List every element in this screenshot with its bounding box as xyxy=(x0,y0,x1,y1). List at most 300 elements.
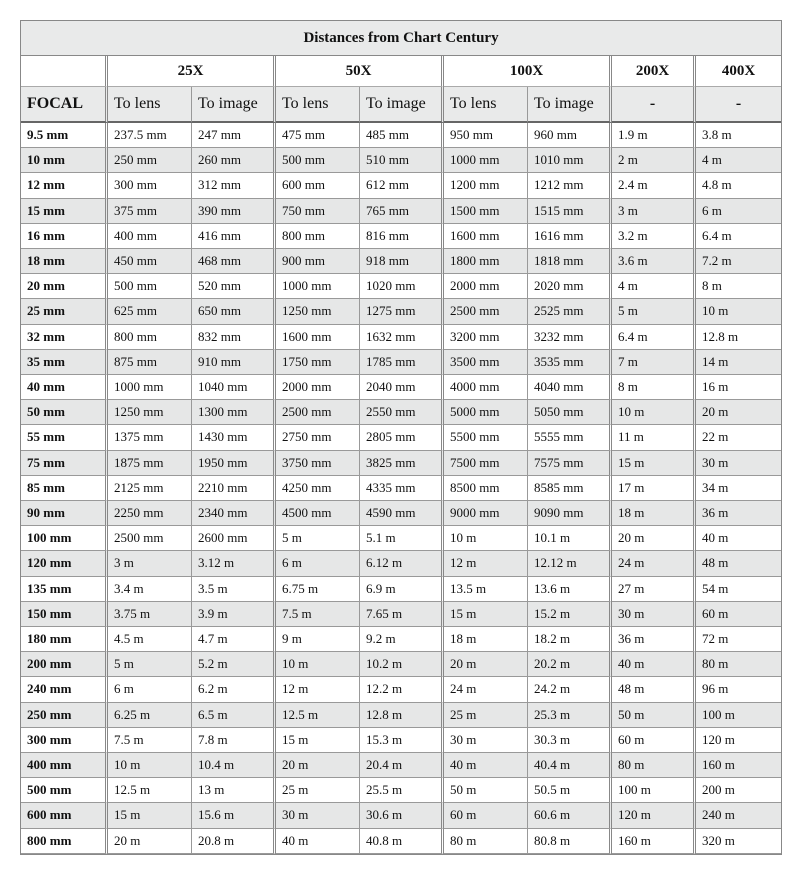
sub-header-100x-to-image: To image xyxy=(528,87,612,123)
distance-cell-400x: 22 m xyxy=(696,425,781,450)
table-row xyxy=(21,577,781,602)
distance-cell-100x-to-lens: 7500 mm xyxy=(444,451,528,476)
distance-cell-50x-to-lens: 2750 mm xyxy=(276,425,360,450)
magnification-header-row xyxy=(21,56,781,87)
distance-cell-50x-to-lens: 7.5 m xyxy=(276,602,360,627)
focal-length-cell: 180 mm xyxy=(21,627,108,652)
distance-cell-50x-to-lens: 600 mm xyxy=(276,173,360,198)
distance-cell-100x-to-image: 60.6 m xyxy=(528,803,612,828)
distance-cell-200x: 3 m xyxy=(612,199,696,224)
distance-cell-100x-to-lens: 1500 mm xyxy=(444,199,528,224)
distance-cell-25x-to-image: 468 mm xyxy=(192,249,276,274)
distance-cell-50x-to-image: 510 mm xyxy=(360,148,444,173)
distance-cell-25x-to-image: 13 m xyxy=(192,778,276,803)
distance-cell-25x-to-lens: 375 mm xyxy=(108,199,192,224)
distance-cell-50x-to-lens: 750 mm xyxy=(276,199,360,224)
distance-cell-100x-to-image: 2020 mm xyxy=(528,274,612,299)
distance-cell-100x-to-image: 8585 mm xyxy=(528,476,612,501)
distance-cell-100x-to-image: 18.2 m xyxy=(528,627,612,652)
distance-cell-200x: 48 m xyxy=(612,677,696,702)
distance-cell-400x: 4 m xyxy=(696,148,781,173)
distance-cell-50x-to-lens: 5 m xyxy=(276,526,360,551)
distance-cell-100x-to-image: 13.6 m xyxy=(528,577,612,602)
distance-cell-25x-to-lens: 3.4 m xyxy=(108,577,192,602)
focal-length-cell: 18 mm xyxy=(21,249,108,274)
distance-cell-400x: 7.2 m xyxy=(696,249,781,274)
distance-cell-200x: 11 m xyxy=(612,425,696,450)
distance-cell-100x-to-lens: 25 m xyxy=(444,703,528,728)
distance-cell-200x: 24 m xyxy=(612,551,696,576)
focal-length-cell: 55 mm xyxy=(21,425,108,450)
table-row xyxy=(21,803,781,828)
distance-cell-100x-to-lens: 1600 mm xyxy=(444,224,528,249)
distance-cell-100x-to-lens: 18 m xyxy=(444,627,528,652)
distance-cell-25x-to-lens: 20 m xyxy=(108,829,192,854)
distance-cell-50x-to-image: 30.6 m xyxy=(360,803,444,828)
distance-cell-400x: 40 m xyxy=(696,526,781,551)
distance-cell-100x-to-lens: 950 mm xyxy=(444,123,528,148)
distance-cell-400x: 160 m xyxy=(696,753,781,778)
distance-cell-50x-to-image: 6.9 m xyxy=(360,577,444,602)
table-row xyxy=(21,299,781,324)
distance-cell-200x: 15 m xyxy=(612,451,696,476)
distance-cell-50x-to-image: 485 mm xyxy=(360,123,444,148)
distance-cell-50x-to-lens: 1000 mm xyxy=(276,274,360,299)
distance-cell-200x: 2.4 m xyxy=(612,173,696,198)
distance-cell-50x-to-image: 816 mm xyxy=(360,224,444,249)
distance-cell-200x: 10 m xyxy=(612,400,696,425)
distance-cell-200x: 160 m xyxy=(612,829,696,854)
distance-cell-25x-to-lens: 2500 mm xyxy=(108,526,192,551)
distance-cell-50x-to-image: 40.8 m xyxy=(360,829,444,854)
distance-cell-25x-to-lens: 800 mm xyxy=(108,325,192,350)
distance-cell-50x-to-image: 2550 mm xyxy=(360,400,444,425)
focal-length-cell: 600 mm xyxy=(21,803,108,828)
distance-cell-50x-to-lens: 4250 mm xyxy=(276,476,360,501)
focal-length-cell: 500 mm xyxy=(21,778,108,803)
distance-cell-100x-to-image: 5050 mm xyxy=(528,400,612,425)
distance-cell-400x: 6 m xyxy=(696,199,781,224)
distance-cell-400x: 200 m xyxy=(696,778,781,803)
distance-cell-25x-to-lens: 625 mm xyxy=(108,299,192,324)
title-row xyxy=(21,21,781,56)
distance-cell-25x-to-image: 416 mm xyxy=(192,224,276,249)
distance-cell-400x: 80 m xyxy=(696,652,781,677)
focal-length-cell: 800 mm xyxy=(21,829,108,854)
distance-cell-100x-to-image: 1212 mm xyxy=(528,173,612,198)
table-row xyxy=(21,325,781,350)
distance-cell-200x: 1.9 m xyxy=(612,123,696,148)
focal-length-cell: 35 mm xyxy=(21,350,108,375)
distance-cell-25x-to-lens: 10 m xyxy=(108,753,192,778)
distance-cell-400x: 320 m xyxy=(696,829,781,854)
table-row xyxy=(21,148,781,173)
distance-cell-25x-to-image: 7.8 m xyxy=(192,728,276,753)
table-row xyxy=(21,249,781,274)
focal-length-cell: 75 mm xyxy=(21,451,108,476)
distance-cell-25x-to-image: 10.4 m xyxy=(192,753,276,778)
distance-cell-25x-to-image: 650 mm xyxy=(192,299,276,324)
distance-cell-25x-to-image: 20.8 m xyxy=(192,829,276,854)
group-header-50x: 50X xyxy=(276,56,444,87)
distance-cell-100x-to-image: 1010 mm xyxy=(528,148,612,173)
distance-cell-50x-to-image: 1785 mm xyxy=(360,350,444,375)
distance-cell-200x: 60 m xyxy=(612,728,696,753)
distance-cell-200x: 8 m xyxy=(612,375,696,400)
distance-cell-50x-to-image: 9.2 m xyxy=(360,627,444,652)
distance-cell-100x-to-lens: 1000 mm xyxy=(444,148,528,173)
distance-cell-200x: 18 m xyxy=(612,501,696,526)
distance-cell-100x-to-image: 3535 mm xyxy=(528,350,612,375)
sub-header-25x-to-image: To image xyxy=(192,87,276,123)
distance-cell-100x-to-image: 7575 mm xyxy=(528,451,612,476)
distance-cell-50x-to-image: 20.4 m xyxy=(360,753,444,778)
distance-cell-200x: 5 m xyxy=(612,299,696,324)
distance-cell-50x-to-lens: 2000 mm xyxy=(276,375,360,400)
focal-length-cell: 100 mm xyxy=(21,526,108,551)
distance-cell-25x-to-lens: 300 mm xyxy=(108,173,192,198)
distance-cell-25x-to-lens: 3.75 m xyxy=(108,602,192,627)
distance-cell-50x-to-image: 3825 mm xyxy=(360,451,444,476)
distance-cell-100x-to-lens: 15 m xyxy=(444,602,528,627)
distance-cell-25x-to-image: 3.9 m xyxy=(192,602,276,627)
distance-cell-100x-to-lens: 40 m xyxy=(444,753,528,778)
table-row xyxy=(21,652,781,677)
distance-cell-100x-to-lens: 2500 mm xyxy=(444,299,528,324)
distance-cell-50x-to-image: 5.1 m xyxy=(360,526,444,551)
distance-cell-400x: 4.8 m xyxy=(696,173,781,198)
focal-length-cell: 40 mm xyxy=(21,375,108,400)
distance-cell-50x-to-image: 1275 mm xyxy=(360,299,444,324)
distance-cell-50x-to-image: 918 mm xyxy=(360,249,444,274)
distance-cell-50x-to-lens: 30 m xyxy=(276,803,360,828)
table-row xyxy=(21,375,781,400)
table-row xyxy=(21,274,781,299)
distance-cell-400x: 48 m xyxy=(696,551,781,576)
distance-cell-25x-to-image: 4.7 m xyxy=(192,627,276,652)
distance-cell-400x: 60 m xyxy=(696,602,781,627)
distance-cell-100x-to-image: 5555 mm xyxy=(528,425,612,450)
distance-cell-25x-to-image: 910 mm xyxy=(192,350,276,375)
distance-cell-50x-to-image: 765 mm xyxy=(360,199,444,224)
distance-cell-50x-to-image: 612 mm xyxy=(360,173,444,198)
distance-cell-100x-to-lens: 9000 mm xyxy=(444,501,528,526)
distance-cell-25x-to-lens: 2125 mm xyxy=(108,476,192,501)
distance-cell-100x-to-image: 12.12 m xyxy=(528,551,612,576)
distance-cell-100x-to-lens: 1800 mm xyxy=(444,249,528,274)
distance-cell-25x-to-image: 520 mm xyxy=(192,274,276,299)
distance-cell-100x-to-lens: 10 m xyxy=(444,526,528,551)
distance-cell-50x-to-lens: 12.5 m xyxy=(276,703,360,728)
distance-cell-100x-to-image: 30.3 m xyxy=(528,728,612,753)
distance-cell-50x-to-image: 12.8 m xyxy=(360,703,444,728)
table-row xyxy=(21,627,781,652)
distance-cell-25x-to-lens: 1875 mm xyxy=(108,451,192,476)
distance-cell-25x-to-lens: 6.25 m xyxy=(108,703,192,728)
distance-cell-200x: 17 m xyxy=(612,476,696,501)
distance-cell-50x-to-image: 7.65 m xyxy=(360,602,444,627)
distance-cell-50x-to-lens: 1250 mm xyxy=(276,299,360,324)
distance-cell-25x-to-lens: 237.5 mm xyxy=(108,123,192,148)
distance-cell-100x-to-lens: 3200 mm xyxy=(444,325,528,350)
sub-header-400x: - xyxy=(696,87,781,123)
distance-cell-50x-to-image: 4590 mm xyxy=(360,501,444,526)
distance-cell-100x-to-image: 25.3 m xyxy=(528,703,612,728)
distance-cell-50x-to-image: 15.3 m xyxy=(360,728,444,753)
table-row xyxy=(21,703,781,728)
distance-cell-50x-to-lens: 15 m xyxy=(276,728,360,753)
distance-cell-25x-to-lens: 5 m xyxy=(108,652,192,677)
distance-cell-200x: 4 m xyxy=(612,274,696,299)
distance-cell-400x: 8 m xyxy=(696,274,781,299)
distance-cell-100x-to-lens: 60 m xyxy=(444,803,528,828)
distance-cell-50x-to-image: 6.12 m xyxy=(360,551,444,576)
focal-length-cell: 90 mm xyxy=(21,501,108,526)
distance-cell-25x-to-lens: 2250 mm xyxy=(108,501,192,526)
distance-table xyxy=(20,20,782,855)
distance-cell-25x-to-image: 2210 mm xyxy=(192,476,276,501)
distance-cell-50x-to-lens: 1600 mm xyxy=(276,325,360,350)
focal-length-cell: 16 mm xyxy=(21,224,108,249)
distance-cell-100x-to-lens: 3500 mm xyxy=(444,350,528,375)
distance-cell-25x-to-lens: 12.5 m xyxy=(108,778,192,803)
distance-cell-200x: 20 m xyxy=(612,526,696,551)
distance-cell-200x: 120 m xyxy=(612,803,696,828)
distance-cell-50x-to-lens: 4500 mm xyxy=(276,501,360,526)
sub-header-50x-to-image: To image xyxy=(360,87,444,123)
sub-header-200x: - xyxy=(612,87,696,123)
distance-cell-200x: 30 m xyxy=(612,602,696,627)
focal-length-cell: 50 mm xyxy=(21,400,108,425)
distance-cell-100x-to-image: 10.1 m xyxy=(528,526,612,551)
distance-cell-50x-to-lens: 800 mm xyxy=(276,224,360,249)
table-row xyxy=(21,476,781,501)
distance-cell-25x-to-image: 390 mm xyxy=(192,199,276,224)
distance-cell-400x: 3.8 m xyxy=(696,123,781,148)
distance-cell-100x-to-image: 80.8 m xyxy=(528,829,612,854)
distance-cell-25x-to-image: 1430 mm xyxy=(192,425,276,450)
distance-cell-50x-to-lens: 1750 mm xyxy=(276,350,360,375)
distance-cell-200x: 3.6 m xyxy=(612,249,696,274)
focal-length-cell: 25 mm xyxy=(21,299,108,324)
distance-cell-50x-to-lens: 2500 mm xyxy=(276,400,360,425)
table-title: Distances from Chart Century xyxy=(21,21,781,56)
table-row xyxy=(21,400,781,425)
distance-cell-100x-to-lens: 24 m xyxy=(444,677,528,702)
focal-length-cell: 300 mm xyxy=(21,728,108,753)
distance-cell-100x-to-image: 50.5 m xyxy=(528,778,612,803)
focal-length-cell: 240 mm xyxy=(21,677,108,702)
distance-cell-100x-to-image: 1515 mm xyxy=(528,199,612,224)
distance-cell-100x-to-image: 2525 mm xyxy=(528,299,612,324)
distance-cell-400x: 96 m xyxy=(696,677,781,702)
focal-length-cell: 9.5 mm xyxy=(21,123,108,148)
table-row xyxy=(21,753,781,778)
distance-cell-50x-to-lens: 500 mm xyxy=(276,148,360,173)
focal-length-cell: 12 mm xyxy=(21,173,108,198)
table-row xyxy=(21,350,781,375)
distance-cell-400x: 14 m xyxy=(696,350,781,375)
distance-cell-100x-to-lens: 30 m xyxy=(444,728,528,753)
sub-header-row xyxy=(21,87,781,123)
focal-length-cell: 15 mm xyxy=(21,199,108,224)
distance-cell-100x-to-lens: 12 m xyxy=(444,551,528,576)
distance-cell-400x: 20 m xyxy=(696,400,781,425)
distance-cell-25x-to-lens: 6 m xyxy=(108,677,192,702)
distance-cell-50x-to-image: 4335 mm xyxy=(360,476,444,501)
distance-cell-50x-to-lens: 900 mm xyxy=(276,249,360,274)
distance-cell-50x-to-lens: 12 m xyxy=(276,677,360,702)
focal-length-cell: 200 mm xyxy=(21,652,108,677)
distance-cell-25x-to-image: 247 mm xyxy=(192,123,276,148)
distance-cell-400x: 36 m xyxy=(696,501,781,526)
distance-cell-400x: 120 m xyxy=(696,728,781,753)
distance-cell-400x: 16 m xyxy=(696,375,781,400)
distance-cell-25x-to-lens: 250 mm xyxy=(108,148,192,173)
distance-cell-100x-to-lens: 13.5 m xyxy=(444,577,528,602)
distance-cell-400x: 240 m xyxy=(696,803,781,828)
distance-cell-50x-to-lens: 25 m xyxy=(276,778,360,803)
distance-cell-25x-to-image: 260 mm xyxy=(192,148,276,173)
distance-cell-50x-to-lens: 10 m xyxy=(276,652,360,677)
distance-cell-25x-to-lens: 1375 mm xyxy=(108,425,192,450)
distance-cell-25x-to-image: 312 mm xyxy=(192,173,276,198)
distance-cell-25x-to-image: 6.5 m xyxy=(192,703,276,728)
distance-cell-50x-to-lens: 3750 mm xyxy=(276,451,360,476)
table-row xyxy=(21,677,781,702)
distance-cell-25x-to-image: 2340 mm xyxy=(192,501,276,526)
table-row xyxy=(21,451,781,476)
table-row xyxy=(21,123,781,148)
distance-cell-400x: 30 m xyxy=(696,451,781,476)
distance-cell-25x-to-image: 1300 mm xyxy=(192,400,276,425)
distance-cell-50x-to-lens: 475 mm xyxy=(276,123,360,148)
focal-length-cell: 135 mm xyxy=(21,577,108,602)
sub-header-50x-to-lens: To lens xyxy=(276,87,360,123)
distance-cell-100x-to-image: 9090 mm xyxy=(528,501,612,526)
table-row xyxy=(21,602,781,627)
focal-length-cell: 250 mm xyxy=(21,703,108,728)
distance-cell-50x-to-lens: 9 m xyxy=(276,627,360,652)
group-header-200x: 200X xyxy=(612,56,696,87)
distance-cell-400x: 72 m xyxy=(696,627,781,652)
distance-cell-100x-to-image: 3232 mm xyxy=(528,325,612,350)
sub-header-100x-to-lens: To lens xyxy=(444,87,528,123)
distance-cell-200x: 100 m xyxy=(612,778,696,803)
corner-cell xyxy=(21,56,108,87)
distance-cell-100x-to-image: 4040 mm xyxy=(528,375,612,400)
group-header-25x: 25X xyxy=(108,56,276,87)
table-row xyxy=(21,224,781,249)
distance-cell-25x-to-image: 1040 mm xyxy=(192,375,276,400)
distance-cell-25x-to-image: 15.6 m xyxy=(192,803,276,828)
distance-cell-200x: 2 m xyxy=(612,148,696,173)
distance-cell-50x-to-lens: 6.75 m xyxy=(276,577,360,602)
distance-cell-25x-to-lens: 500 mm xyxy=(108,274,192,299)
table-row xyxy=(21,526,781,551)
distance-cell-100x-to-lens: 1200 mm xyxy=(444,173,528,198)
distance-cell-100x-to-image: 15.2 m xyxy=(528,602,612,627)
distance-cell-25x-to-lens: 1250 mm xyxy=(108,400,192,425)
table-row xyxy=(21,728,781,753)
table-row xyxy=(21,173,781,198)
table-row xyxy=(21,425,781,450)
table-row xyxy=(21,829,781,854)
distance-cell-50x-to-image: 10.2 m xyxy=(360,652,444,677)
distance-cell-100x-to-image: 1818 mm xyxy=(528,249,612,274)
distance-cell-25x-to-lens: 450 mm xyxy=(108,249,192,274)
distance-cell-50x-to-image: 12.2 m xyxy=(360,677,444,702)
group-header-100x: 100X xyxy=(444,56,612,87)
distance-cell-400x: 12.8 m xyxy=(696,325,781,350)
distance-cell-25x-to-image: 6.2 m xyxy=(192,677,276,702)
focal-length-cell: 20 mm xyxy=(21,274,108,299)
distance-cell-100x-to-lens: 4000 mm xyxy=(444,375,528,400)
focal-length-cell: 150 mm xyxy=(21,602,108,627)
table-row xyxy=(21,778,781,803)
focal-length-cell: 400 mm xyxy=(21,753,108,778)
group-header-400x: 400X xyxy=(696,56,781,87)
distance-cell-100x-to-lens: 20 m xyxy=(444,652,528,677)
table-body xyxy=(21,21,781,854)
distance-cell-50x-to-lens: 6 m xyxy=(276,551,360,576)
distance-cell-25x-to-lens: 1000 mm xyxy=(108,375,192,400)
distance-cell-100x-to-lens: 50 m xyxy=(444,778,528,803)
distance-cell-25x-to-lens: 400 mm xyxy=(108,224,192,249)
table-row xyxy=(21,199,781,224)
distance-cell-25x-to-lens: 7.5 m xyxy=(108,728,192,753)
distance-cell-25x-to-image: 3.12 m xyxy=(192,551,276,576)
distance-cell-100x-to-lens: 2000 mm xyxy=(444,274,528,299)
distance-cell-100x-to-image: 24.2 m xyxy=(528,677,612,702)
distance-cell-25x-to-lens: 4.5 m xyxy=(108,627,192,652)
focal-header: FOCAL xyxy=(21,87,108,123)
table-row xyxy=(21,501,781,526)
distance-cell-50x-to-image: 25.5 m xyxy=(360,778,444,803)
distance-cell-25x-to-image: 2600 mm xyxy=(192,526,276,551)
distance-cell-25x-to-image: 5.2 m xyxy=(192,652,276,677)
distance-cell-100x-to-image: 20.2 m xyxy=(528,652,612,677)
distance-cell-50x-to-lens: 40 m xyxy=(276,829,360,854)
distance-cell-25x-to-image: 3.5 m xyxy=(192,577,276,602)
distance-cell-200x: 40 m xyxy=(612,652,696,677)
distance-cell-200x: 3.2 m xyxy=(612,224,696,249)
distance-cell-25x-to-image: 1950 mm xyxy=(192,451,276,476)
distance-cell-100x-to-lens: 80 m xyxy=(444,829,528,854)
distance-cell-200x: 6.4 m xyxy=(612,325,696,350)
distance-cell-200x: 36 m xyxy=(612,627,696,652)
distance-cell-400x: 10 m xyxy=(696,299,781,324)
distance-cell-200x: 7 m xyxy=(612,350,696,375)
distance-cell-50x-to-image: 1632 mm xyxy=(360,325,444,350)
distance-cell-100x-to-image: 40.4 m xyxy=(528,753,612,778)
distance-cell-50x-to-image: 2040 mm xyxy=(360,375,444,400)
distance-cell-25x-to-lens: 3 m xyxy=(108,551,192,576)
distance-cell-50x-to-lens: 20 m xyxy=(276,753,360,778)
distance-cell-25x-to-lens: 15 m xyxy=(108,803,192,828)
focal-length-cell: 10 mm xyxy=(21,148,108,173)
distance-cell-400x: 100 m xyxy=(696,703,781,728)
distance-cell-25x-to-image: 832 mm xyxy=(192,325,276,350)
distance-cell-25x-to-lens: 875 mm xyxy=(108,350,192,375)
distance-cell-400x: 34 m xyxy=(696,476,781,501)
focal-length-cell: 120 mm xyxy=(21,551,108,576)
distance-cell-200x: 27 m xyxy=(612,577,696,602)
distance-cell-50x-to-image: 1020 mm xyxy=(360,274,444,299)
distance-cell-400x: 54 m xyxy=(696,577,781,602)
distance-cell-100x-to-image: 1616 mm xyxy=(528,224,612,249)
distance-cell-100x-to-lens: 5000 mm xyxy=(444,400,528,425)
